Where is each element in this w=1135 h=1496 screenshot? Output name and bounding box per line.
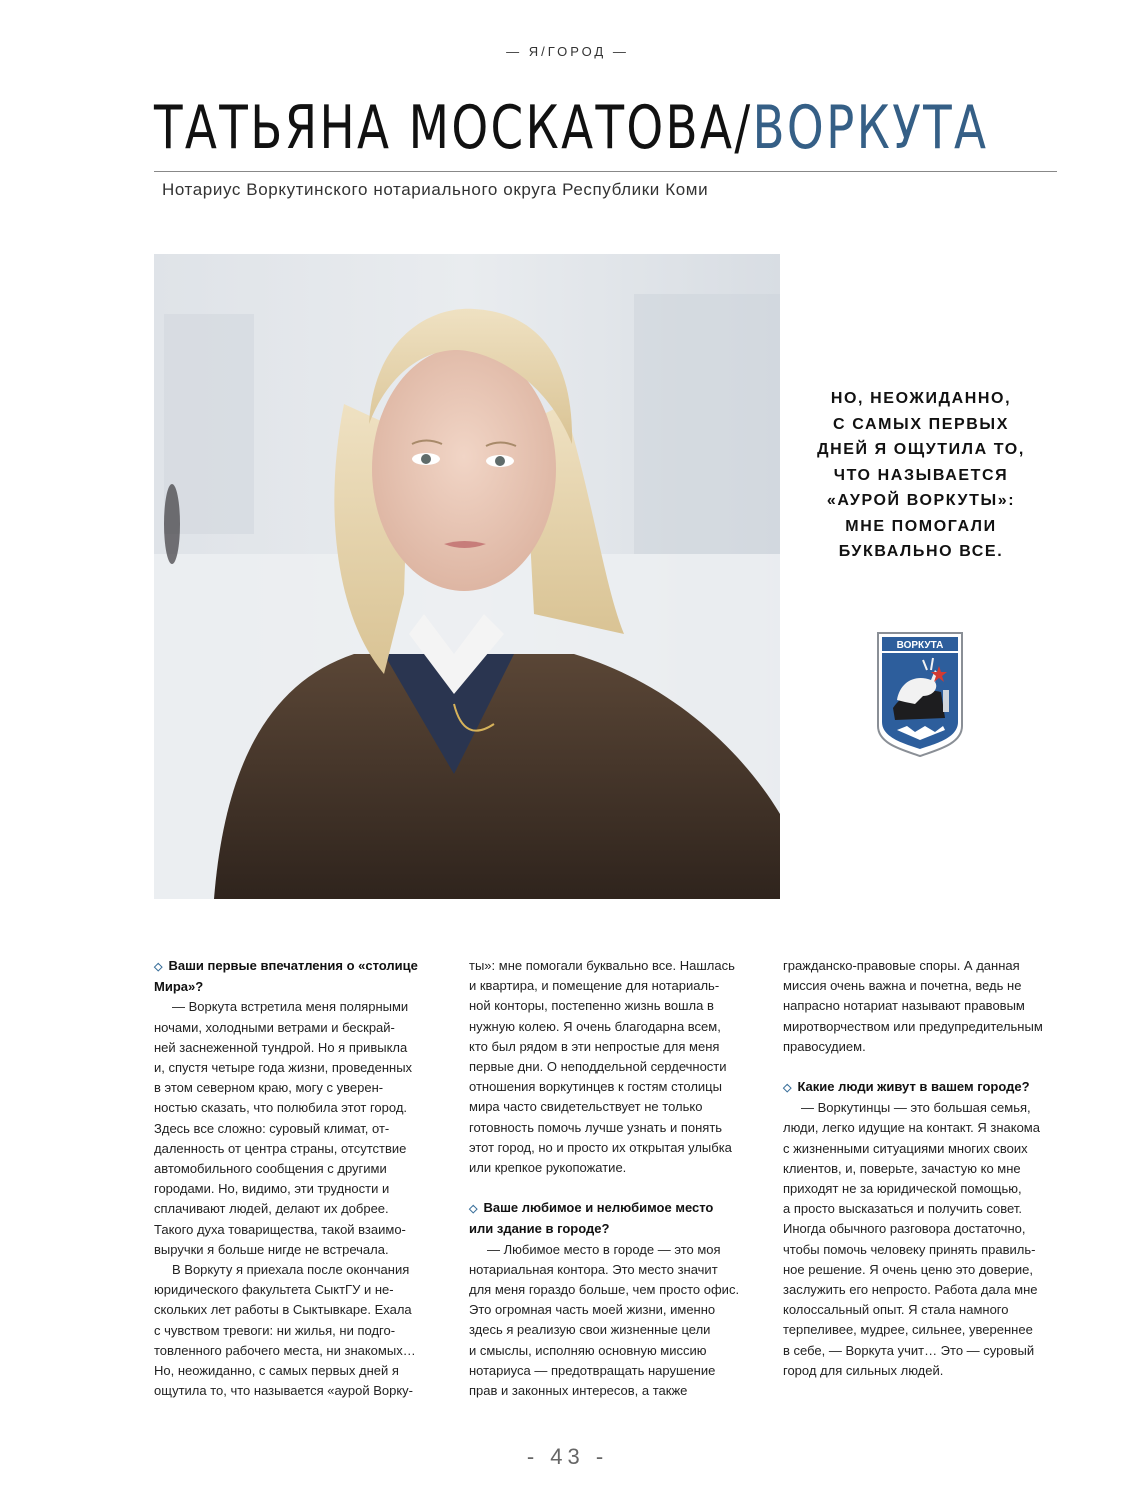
text-line: и, спустя четыре года жизни, проведенных [154, 1060, 413, 1076]
text-line: ты»: мне помогали буквально все. Нашлась [469, 958, 735, 973]
text-line: приходят не за юридической помощью, [783, 1181, 1022, 1197]
text-line: первые дни. О неподдельной сердечности [469, 1059, 727, 1075]
pull-quote [808, 386, 1034, 565]
article-column-2 [469, 956, 759, 1401]
pull-quote-line: «АУРОЙ ВОРКУТЫ»: [826, 492, 1016, 509]
pull-quote-line: МНЕ ПОМОГАЛИ [845, 517, 997, 535]
question-line: Ваше любимое и нелюбимое место [483, 1200, 714, 1216]
text-line: кто был рядом в эти непростые для меня [469, 1038, 720, 1054]
text-line: Но, неожиданно, с самых первых дней я [154, 1363, 399, 1379]
text-line: — Воркутинцы — это большая семья, [801, 1100, 1031, 1116]
interview-question [783, 1077, 1073, 1098]
text-line: чтобы помочь человеку принять правиль- [783, 1241, 1036, 1257]
text-line: люди, легко идущие на контакт. Я знакома [783, 1120, 1040, 1136]
text-line: мира часто свидетельствует не только [469, 1099, 703, 1115]
text-line: в этом северном краю, могу с уверен- [154, 1080, 384, 1096]
text-line: — Любимое место в городе — это моя [487, 1241, 721, 1257]
question-line: или здание в городе? [469, 1221, 610, 1237]
article-column-3 [783, 956, 1073, 1381]
text-line: ной конторы, постепенно жизнь вошла в [469, 998, 714, 1014]
interview-question [469, 1198, 759, 1239]
text-line: и квартира, и помещение для нотариаль- [469, 978, 720, 994]
text-line: и смыслы, исполняю основную миссию [469, 1342, 707, 1358]
portrait-photo [154, 254, 780, 899]
text-line: а просто высказаться и получить совет. [783, 1201, 1022, 1217]
pull-quote-line: НО, НЕОЖИДАННО, [830, 390, 1012, 407]
subtitle: Нотариус Воркутинского нотариального округа Республики Коми [162, 180, 709, 199]
text-line: скольких лет работы в Сыктывкаре. Ехала [154, 1302, 412, 1318]
city-name: ВОРКУТА [752, 93, 989, 163]
emblem-label: ВОРКУТА [896, 640, 944, 651]
text-line: заслужить его непросто. Работа дала мне [783, 1282, 1038, 1298]
text-line: городами. Но, видимо, эти трудности и [154, 1181, 390, 1197]
text-line: отношения воркутинцев к гостям столицы [469, 1079, 722, 1095]
text-line: с жизненными ситуациями многих своих [783, 1140, 1028, 1156]
text-line: ное решение. Я очень ценю это доверие, [783, 1261, 1033, 1277]
text-line: в себе, — Воркута учит… Это — суровый [783, 1342, 1035, 1358]
text-line: миротворчеством или предупредительным [783, 1018, 1043, 1034]
text-line: — Воркута встретила меня полярными [172, 999, 409, 1015]
text-line: город для сильных людей. [783, 1362, 944, 1378]
text-line: гражданско-правовые споры. А данная [783, 958, 1020, 973]
pull-quote-line: ЧТО НАЗЫВАЕТСЯ [833, 466, 1009, 484]
text-line: терпеливее, мудрее, сильнее, увереннее [783, 1322, 1033, 1338]
diamond-bullet-icon: ◇ [154, 961, 163, 973]
title-divider [154, 171, 1057, 172]
text-line: ночами, холодными ветрами и бескрай- [154, 1019, 395, 1035]
text-line: нотариальная контора. Это место значит [469, 1261, 718, 1277]
text-line: автомобильного сообщения с другими [154, 1161, 387, 1177]
text-line: Это огромная часть моей жизни, именно [469, 1302, 716, 1318]
text-line: колоссальный опыт. Я стала намного [783, 1302, 1009, 1318]
person-name: ТАТЬЯНА МОСКАТОВА/ [154, 93, 753, 163]
portrait-illustration [154, 254, 780, 899]
page-title [154, 92, 988, 164]
text-line: Такого духа товарищества, такой взаимо- [154, 1221, 406, 1237]
text-line: с чувством тревоги: ни жилья, ни подго- [154, 1322, 396, 1338]
article-column-1 [154, 956, 444, 1401]
text-line: В Воркуту я приехала после окончания [172, 1262, 410, 1278]
text-line: напрасно нотариат называют правовым [783, 998, 1025, 1014]
text-line: готовность помочь лучше узнать и понять [469, 1119, 723, 1135]
text-line: прав и законных интересов, а также [469, 1383, 688, 1399]
text-line: товленного рабочего места, ни знакомых… [154, 1342, 416, 1358]
text-line: правосудием. [783, 1038, 866, 1054]
diamond-bullet-icon: ◇ [469, 1203, 478, 1216]
vorkuta-coat-of-arms [875, 630, 965, 758]
text-line: здесь я реализую свои жизненные цели [469, 1322, 711, 1338]
text-line: Иногда обычного разговора достаточно, [783, 1221, 1026, 1237]
question-line: Ваши первые впечатления о «столице [168, 958, 418, 973]
text-line: этот город, но и просто их открытая улыбка [469, 1139, 732, 1155]
question-line: Какие люди живут в вашем городе? [797, 1079, 1030, 1095]
coat-of-arms-icon [875, 630, 965, 758]
text-line: Здесь все сложно: суровый климат, от- [154, 1120, 390, 1136]
text-line: ощутила то, что называется «аурой Ворку- [154, 1383, 414, 1399]
pull-quote-line: С САМЫХ ПЕРВЫХ [833, 415, 1009, 433]
page-number: - 43 - [526, 1444, 609, 1469]
text-line: ней заснеженной тундрой. Но я привыкла [154, 1039, 408, 1055]
text-line: нотариуса — предотвращать нарушение [469, 1362, 716, 1378]
diamond-bullet-icon: ◇ [783, 1082, 792, 1095]
text-line: клиентов, и, поверьте, зачастую ко мне [783, 1160, 1021, 1176]
text-line: юридического факультета СыктГУ и не- [154, 1282, 394, 1298]
pull-quote-line: ДНЕЙ Я ОЩУТИЛА ТО, [817, 441, 1025, 458]
question-line: Мира»? [154, 979, 204, 995]
interview-question [154, 956, 444, 997]
section-tag: — Я/ГОРОД — [506, 44, 629, 59]
text-line: для меня гораздо больше, чем просто офис. [469, 1282, 740, 1298]
text-line: нужную колею. Я очень благодарна всем, [469, 1018, 721, 1034]
text-line: сплачивают людей, делают их добрее. [154, 1201, 389, 1217]
text-line: или крепкое рукопожатие. [469, 1160, 627, 1176]
text-line: выручки я больше нигде не встречала. [154, 1241, 389, 1257]
text-line: миссия очень важна и почетна, ведь не [783, 978, 1022, 994]
text-line: даленность от центра страны, отсутствие [154, 1140, 407, 1156]
pull-quote-line: БУКВАЛЬНО ВСЕ. [838, 543, 1004, 560]
text-line: ностью сказать, что полюбила этот город. [154, 1100, 408, 1116]
